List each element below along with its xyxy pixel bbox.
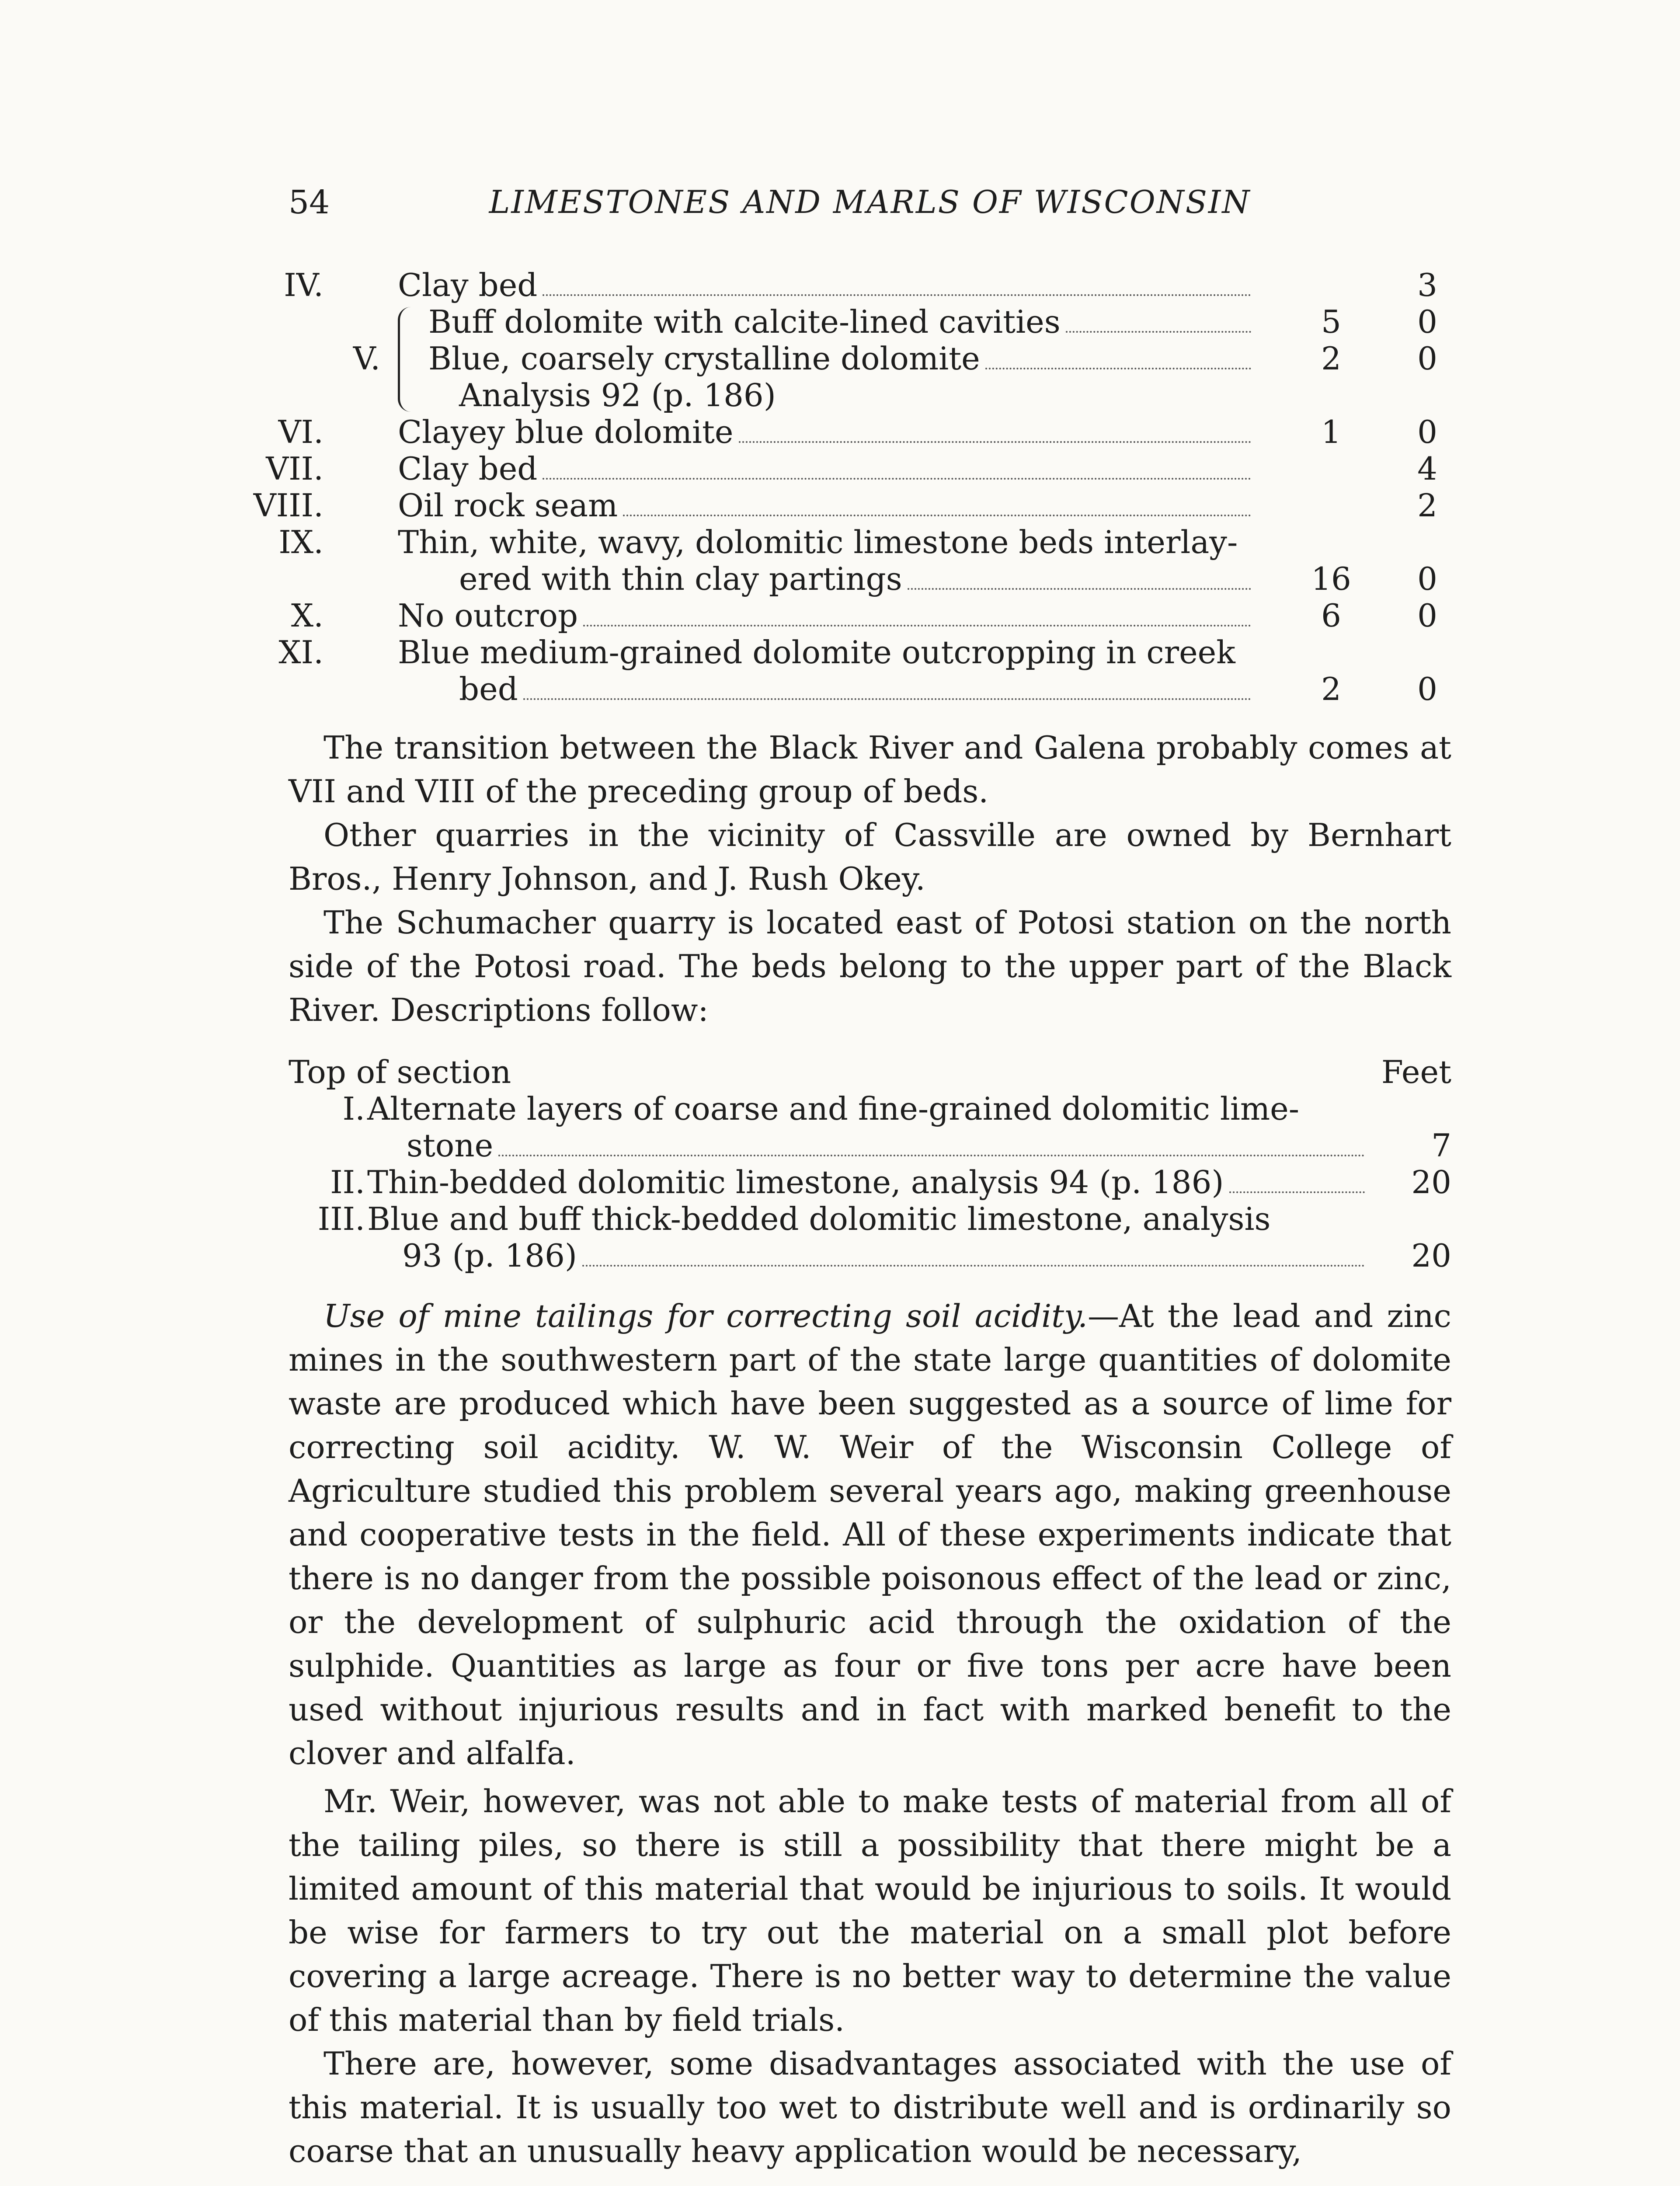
row-number: VIII. (253, 487, 323, 524)
row-number: X. (291, 597, 323, 634)
row-text: bed (459, 671, 518, 707)
feet-column-header: Feet (1381, 1054, 1451, 1090)
paragraph-schumacher: The Schumacher quarry is located east of Potosi station on the north side of the Potosi road. The beds belong to the upper part of the Black River. Descriptions follow: (289, 904, 1451, 1028)
row-inches: 0 (1417, 414, 1437, 450)
row-text: No outcrop (398, 597, 578, 634)
row-inches: 0 (1417, 340, 1437, 377)
table-row (289, 560, 1451, 597)
table-row (284, 267, 1451, 303)
table-row (289, 1127, 1451, 1164)
row-inches: 0 (1417, 671, 1437, 707)
row-text: Blue and buff thick-bedded dolomitic limestone, analysis (367, 1201, 1271, 1237)
row-feet: 20 (1411, 1164, 1451, 1201)
row-number: V. (353, 340, 380, 377)
table-row (278, 634, 1451, 671)
row-text: stone (407, 1127, 494, 1164)
section-table-2 (289, 1054, 1451, 1274)
table-header-row (289, 1054, 1451, 1090)
row-inches: 0 (1417, 560, 1437, 597)
row-feet: 5 (1321, 303, 1341, 340)
row-text: Analysis 92 (p. 186) (459, 377, 776, 414)
table-row (266, 450, 1451, 487)
row-text: Blue, coarsely crystalline dolomite (428, 340, 980, 377)
row-text: Thin, white, wavy, dolomitic limestone beds interlay- (398, 524, 1238, 560)
row-text: Clayey blue dolomite (398, 414, 734, 450)
table-row (289, 597, 1451, 634)
row-number: IX. (278, 524, 323, 560)
table-row (289, 671, 1451, 707)
row-number: VI. (278, 414, 323, 450)
paragraph-other-quarries: Other quarries in the vicinity of Cassville are owned by Bernhart Bros., Henry Johnson, and J. Rush Okey. (289, 817, 1451, 897)
row-text: Buff dolomite with calcite-lined cavities (428, 303, 1061, 340)
table-row (289, 340, 1451, 377)
row-number: I. (342, 1090, 365, 1127)
table-row (253, 487, 1451, 524)
table-row (289, 1090, 1451, 1127)
row-feet: 16 (1311, 560, 1351, 597)
row-text: Thin-bedded dolomitic limestone, analysis 94 (p. 186) (367, 1164, 1224, 1201)
paragraph-mr-weir: Mr. Weir, however, was not able to make tests of material from all of the tailing piles, so there is still a possibility that there might be a limited amount of this material that would be injurious to soils. It would be wise for farmers to try out the material on a small plot before covering a large acreage. There is no better way to determine the value of this material than by field trials. (289, 1783, 1451, 2038)
row-feet: 1 (1321, 414, 1341, 450)
row-feet: 20 (1411, 1237, 1451, 1274)
mine-tailings-heading: Use of mine tailings for correcting soil acidity. (323, 1298, 1088, 1334)
row-inches: 0 (1417, 303, 1437, 340)
row-feet: 6 (1321, 597, 1341, 634)
table-row (289, 1164, 1451, 1201)
row-feet: 7 (1431, 1127, 1451, 1164)
page-header (289, 184, 1451, 245)
row-number: XI. (278, 634, 323, 671)
running-title: LIMESTONES AND MARLS OF WISCONSIN (489, 184, 1251, 220)
table-row (289, 1201, 1451, 1237)
row-inches: 2 (1417, 487, 1437, 524)
row-number: IV. (284, 267, 323, 303)
row-text: Oil rock seam (398, 487, 618, 524)
table-row (278, 524, 1451, 560)
row-text: ered with thin clay partings (459, 560, 902, 597)
row-text: Clay bed (398, 267, 538, 303)
mine-tailings-body: —At the lead and zinc mines in the southwestern part of the state large quantities of dolomite waste are produced which have been suggested as a source of lime for correcting soil acidity. W. W. Weir of the Wisconsin College of Agriculture studied this problem several years ago, making greenhouse and cooperative tests in the field. All of these experiments indicate that there is no danger from the possible poisonous effect of the lead or zinc, or the development of sulphuric acid through the oxidation of the sulphide. Quantities as large as four or five tons per acre have been used without injurious results and in fact with marked benefit to the clover and alfalfa. (289, 1298, 1451, 1772)
row-text: Clay bed (398, 450, 538, 487)
row-text: Alternate layers of coarse and fine-grained dolomitic lime- (367, 1090, 1300, 1127)
row-number: VII. (266, 450, 323, 487)
paragraph-disadvantages: There are, however, some disadvantages associated with the use of this material. It is usually too wet to distribute well and is ordinarily so coarse that an unusually heavy application would be necessary, (289, 2045, 1451, 2169)
table-row (289, 377, 1451, 414)
row-text: 93 (p. 186) (402, 1237, 577, 1274)
row-inches: 0 (1417, 597, 1437, 634)
row-number: III. (317, 1201, 365, 1237)
row-inches: 3 (1417, 267, 1437, 303)
table-row (278, 414, 1451, 450)
row-feet: 2 (1321, 671, 1341, 707)
table-row (289, 1237, 1451, 1274)
table-row (289, 303, 1451, 340)
top-of-section-label: Top of section (289, 1054, 511, 1090)
row-feet: 2 (1321, 340, 1341, 377)
page-number: 54 (289, 184, 330, 221)
section-table-1 (253, 267, 1451, 707)
row-text: Blue medium-grained dolomite outcropping in creek (398, 634, 1235, 671)
paragraph-transition: The transition between the Black River and Galena probably comes at VII and VIII of the preceding group of beds. (289, 729, 1451, 810)
row-number: II. (330, 1164, 365, 1201)
row-inches: 4 (1417, 450, 1437, 487)
paragraph-mine-tailings (289, 1294, 1451, 1775)
